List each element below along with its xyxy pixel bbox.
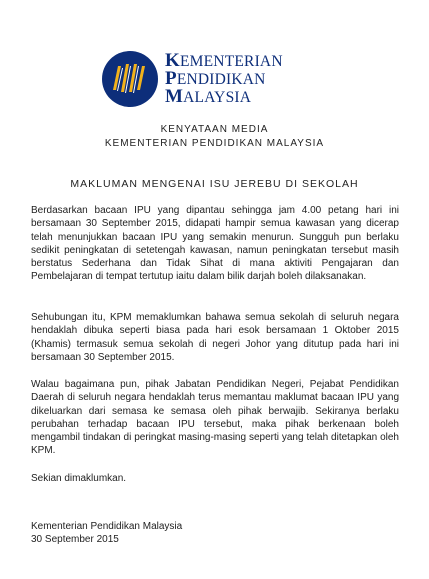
document-title: MAKLUMAN MENGENAI ISU JEREBU DI SEKOLAH [70,178,359,190]
signature-date: 30 September 2015 [31,534,119,545]
ministry-emblem-icon [101,50,159,108]
paragraph-2: Sehubungan itu, KPM memaklumkan bahawa semua sekolah di seluruh negara hendaklah dibuka seperti biasa pada hari esok bersamaan 1 Oktober 2015 (Khamis) termasuk semua sekolah di negeri Johor yang ditutup pada hari ini bersamaan 30 September 2015. [31,312,399,363]
paragraph-1: Berdasarkan bacaan IPU yang dipantau sehingga jam 4.00 petang hari ini bersamaan 30 September 2015, didapati hampir semua kawasan yang dicerap telah menunjukkan bacaan IPU yang semakin menurun. Sungguh pun berlaku sedikit peningkatan di setetengah kawasan, namun peningkatan tersebut masih berstatus Sederhana dan Tidak Sihat di mana aktiviti Pengajaran dan Pembelajaran di tempat tertutup iaitu dalam bilik darjah boleh dilaksanakan. [31,205,399,283]
paragraph-3: Walau bagaimana pun, pihak Jabatan Pendidikan Negeri, Pejabat Pendidikan Daerah di seluruh negara hendaklah terus memantau maklumat bacaan IPU yang dikeluarkan dari semasa ke semasa oleh pihak berwajib. Sekiranya berlaku perubahan terhadap bacaan IPU tersebut, maka pihak berkenaan boleh mengambil tindakan di peringkat masing-masing seperti yang telah ditetapkan oleh KPM. [31,379,399,457]
ministry-wordmark: KEMENTERIAN PENDIDIKAN MALAYSIA [165,50,283,107]
signature-organization: Kementerian Pendidikan Malaysia [31,521,183,532]
ministry-heading: KEMENTERIAN PENDIDIKAN MALAYSIA [104,138,325,149]
closing-line: Sekian dimaklumkan. [31,473,127,484]
ministry-logo [101,50,311,110]
media-statement-heading: KENYATAAN MEDIA [160,124,269,135]
